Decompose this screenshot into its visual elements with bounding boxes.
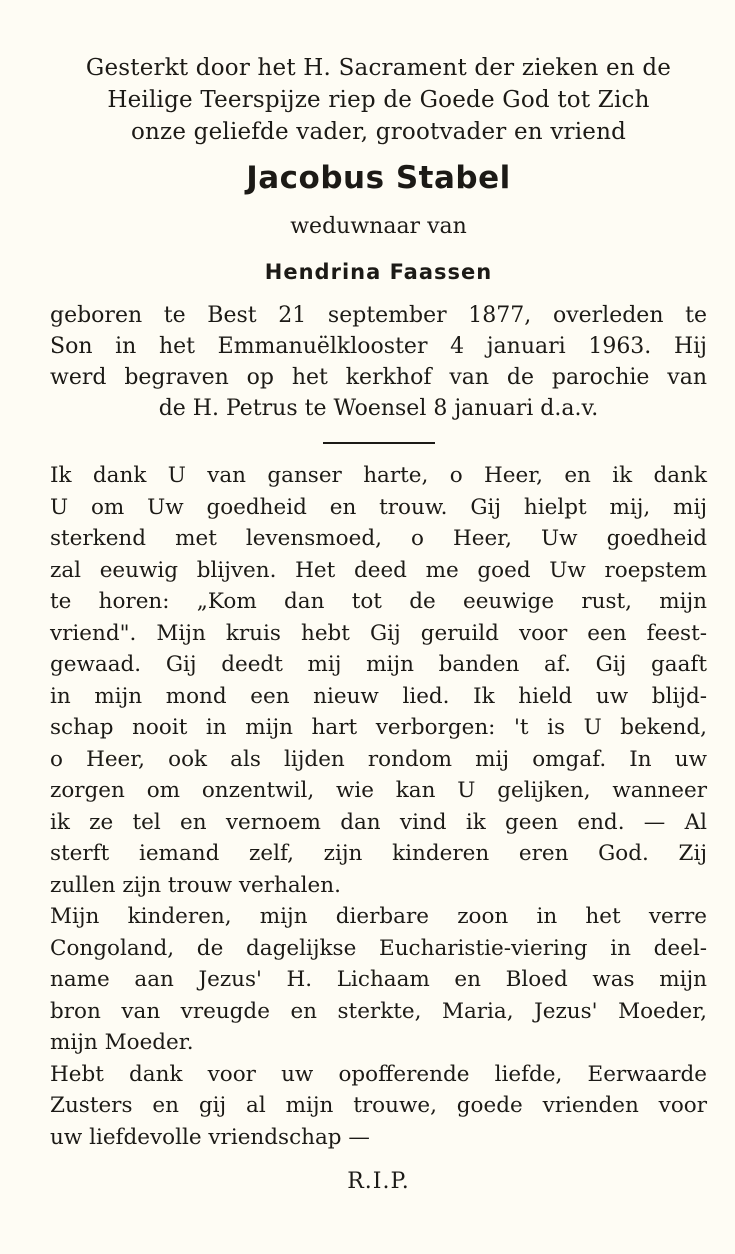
intro-line: Heilige Teerspijze riep de Goede God tot Zich <box>107 87 650 113</box>
widower-label: weduwnaar van <box>290 214 467 239</box>
intro-line: Gesterkt door het H. Sacrament der zieken en de <box>85 55 672 81</box>
bio-line: Son in het Emmanuëlklooster 4 januari 1963. Hij <box>50 334 707 359</box>
prayer-line: vriend". Mijn kruis hebt Gij geruild voor een feest- <box>50 620 707 646</box>
prayer-line: bron van vreugde en sterkte, Maria, Jezus' Moeder, <box>50 998 707 1024</box>
bio-line: geboren te Best 21 september 1877, overleden te <box>50 303 707 328</box>
prayer-line: Mijn kinderen, mijn dierbare zoon in het verre <box>50 904 707 929</box>
bio-line: werd begraven op het kerkhof van de parochie van <box>50 365 707 390</box>
prayer-line: sterft iemand zelf, zijn kinderen eren God. Zij <box>50 841 707 866</box>
prayer-line: Hebt dank voor uw opofferende liefde, Eerwaarde <box>50 1061 707 1087</box>
intro-text <box>50 52 707 148</box>
prayer-line: name aan Jezus' H. Lichaam en Bloed was mijn <box>50 967 707 992</box>
prayer-line: zorgen om onzentwil, wie kan U gelijken, wanneer <box>50 778 707 803</box>
prayer-line: Congoland, de dagelijkse Eucharistie-viering in deel- <box>50 935 707 961</box>
prayer-line: sterkend met levensmoed, o Heer, Uw goedheid <box>50 526 707 551</box>
closing-rip: R.I.P. <box>347 1169 410 1194</box>
prayer-line: zal eeuwig blijven. Het deed me goed Uw roepstem <box>50 557 707 583</box>
prayer-line: mijn Moeder. <box>50 1030 194 1055</box>
biography-text <box>50 300 707 424</box>
prayer-text <box>50 460 707 1153</box>
prayer-line: ik ze tel en vernoem dan vind ik geen end. — Al <box>50 809 707 835</box>
prayer-line: in mijn mond een nieuw lied. Ik hield uw blijd- <box>50 683 707 709</box>
divider-rule <box>323 442 435 444</box>
deceased-name: Jacobus Stabel <box>246 160 511 196</box>
prayer-line: uw liefdevolle vriendschap — <box>50 1124 370 1150</box>
prayer-line: gewaad. Gij deedt mij mijn banden af. Gij gaaft <box>50 652 707 677</box>
spouse-name: Hendrina Faassen <box>264 260 493 284</box>
bio-line: de H. Petrus te Woensel 8 januari d.a.v. <box>158 396 599 421</box>
prayer-line: schap nooit in mijn hart verborgen: 't is U bekend, <box>50 715 707 740</box>
prayer-line: Ik dank U van ganser harte, o Heer, en ik dank <box>50 463 707 488</box>
prayer-line: te horen: „Kom dan tot de eeuwige rust, mijn <box>50 589 707 614</box>
prayer-line: zullen zijn trouw verhalen. <box>50 872 341 898</box>
prayer-line: o Heer, ook als lijden rondom mij omgaf. In uw <box>50 746 707 772</box>
prayer-line: Zusters en gij al mijn trouwe, goede vrienden voor <box>50 1093 707 1118</box>
intro-line: onze geliefde vader, grootvader en vriend <box>130 119 627 145</box>
prayer-line: U om Uw goedheid en trouw. Gij hielpt mij, mij <box>50 494 707 520</box>
